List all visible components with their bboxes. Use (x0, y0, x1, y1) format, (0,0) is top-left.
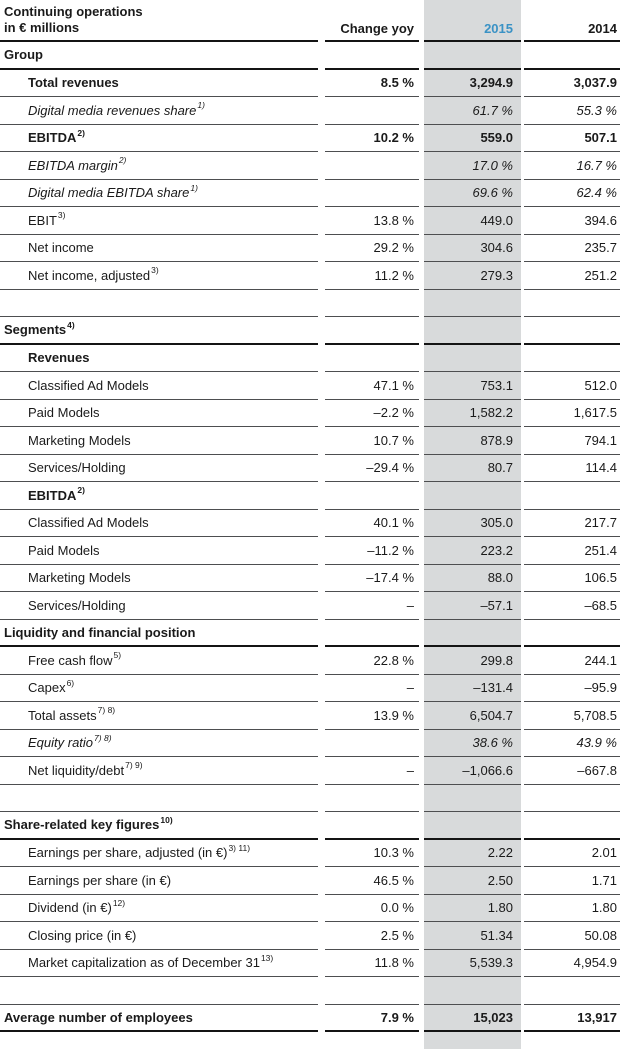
table-body (0, 42, 623, 1032)
footnote-reference: 3) (151, 265, 159, 276)
row-label (0, 345, 318, 373)
value-2015: 61.7 % (424, 97, 521, 125)
row-label-text: Digital media EBITDA share (28, 185, 190, 201)
table-row (0, 207, 623, 235)
value-2015: 559.0 (424, 125, 521, 153)
change-yoy-value (325, 152, 419, 180)
row-label-text: Net liquidity/debt (28, 762, 125, 778)
value-2014: 794.1 (524, 427, 620, 455)
table-row (0, 345, 623, 373)
section-row (0, 620, 623, 648)
footnote-reference: 7) 8) (94, 732, 112, 743)
footnote-reference: 13) (260, 952, 274, 963)
value-2014: 251.2 (524, 262, 620, 290)
table-header-row (0, 0, 623, 42)
table-row (0, 97, 623, 125)
table-row (0, 922, 623, 950)
row-label-text: Paid Models (28, 405, 100, 421)
table-title-line2: in € millions (4, 20, 80, 35)
row-label-text: Equity ratio (28, 735, 94, 751)
value-2015 (424, 345, 521, 373)
value-2015: 3,294.9 (424, 70, 521, 98)
footnote-reference: 12) (112, 897, 126, 908)
value-2015: 299.8 (424, 647, 521, 675)
footnote-reference: 3) 11) (228, 842, 251, 853)
value-2015: 5,539.3 (424, 950, 521, 978)
change-yoy-value: 0.0 % (325, 895, 419, 923)
row-label-text: Dividend (in €) (28, 900, 112, 916)
change-yoy-value: 46.5 % (325, 867, 419, 895)
change-yoy-value: –2.2 % (325, 400, 419, 428)
row-label-text: Net income, adjusted (28, 267, 151, 283)
row-label-text: Classified Ad Models (28, 515, 149, 531)
row-label (0, 867, 318, 895)
change-yoy-value: 13.8 % (325, 207, 419, 235)
row-label (0, 785, 318, 813)
table-row (0, 510, 623, 538)
row-label-text: Digital media revenues share (28, 102, 197, 118)
row-label-text: EBITDA (28, 130, 77, 146)
row-label (0, 372, 318, 400)
row-label-text: Share-related key figures (4, 817, 160, 833)
value-2015: 305.0 (424, 510, 521, 538)
change-yoy-value (325, 730, 419, 758)
value-2015: 223.2 (424, 537, 521, 565)
value-2014: 114.4 (524, 455, 620, 483)
change-yoy-value (325, 180, 419, 208)
change-yoy-value (325, 97, 419, 125)
row-label-text: Classified Ad Models (28, 377, 149, 393)
footnote-reference: 6) (66, 677, 75, 688)
table-row (0, 647, 623, 675)
value-2014: 106.5 (524, 565, 620, 593)
value-2014: 5,708.5 (524, 702, 620, 730)
table-row (0, 730, 623, 758)
change-yoy-value: 47.1 % (325, 372, 419, 400)
value-2014 (524, 290, 620, 318)
table-row (0, 592, 623, 620)
value-2014: 1.80 (524, 895, 620, 923)
change-yoy-value: 13.9 % (325, 702, 419, 730)
value-2014: –68.5 (524, 592, 620, 620)
value-2015: 38.6 % (424, 730, 521, 758)
change-yoy-value: 10.7 % (325, 427, 419, 455)
row-label (0, 427, 318, 455)
value-2014: 62.4 % (524, 180, 620, 208)
value-2015: 69.6 % (424, 180, 521, 208)
value-2014: 13,917 (524, 1005, 620, 1033)
row-label (0, 235, 318, 263)
change-yoy-value: –29.4 % (325, 455, 419, 483)
spacer-row (0, 785, 623, 813)
value-2015 (424, 977, 521, 1005)
row-label-text: EBIT (28, 212, 57, 228)
value-2014: 217.7 (524, 510, 620, 538)
change-yoy-value: –17.4 % (325, 565, 419, 593)
footnote-reference: 5) (113, 650, 122, 661)
row-label (0, 455, 318, 483)
spacer-row (0, 290, 623, 318)
value-2014: 16.7 % (524, 152, 620, 180)
change-yoy-value: 11.2 % (325, 262, 419, 290)
value-2014: 235.7 (524, 235, 620, 263)
value-2015 (424, 482, 521, 510)
row-label (0, 482, 318, 510)
table-row (0, 702, 623, 730)
value-2015: 753.1 (424, 372, 521, 400)
change-yoy-value: – (325, 757, 419, 785)
change-yoy-value: –11.2 % (325, 537, 419, 565)
row-label (0, 730, 318, 758)
footnote-reference: 7) 8) (97, 705, 116, 716)
table-row (0, 895, 623, 923)
row-label (0, 510, 318, 538)
value-2014: –95.9 (524, 675, 620, 703)
value-2015 (424, 290, 521, 318)
row-label (0, 757, 318, 785)
footnote-reference: 2) (77, 127, 85, 138)
footnote-reference: 1) (197, 100, 205, 111)
change-yoy-value: 11.8 % (325, 950, 419, 978)
row-label-text: Group (4, 47, 43, 63)
change-yoy-value: – (325, 675, 419, 703)
value-2015: 449.0 (424, 207, 521, 235)
row-label (0, 675, 318, 703)
row-label-text: EBITDA (28, 487, 77, 503)
row-label-text: Revenues (28, 350, 90, 366)
row-label-text: EBITDA margin (28, 157, 118, 173)
row-label-text: Paid Models (28, 542, 100, 558)
change-yoy-value: 22.8 % (325, 647, 419, 675)
column-header-change-yoy: Change yoy (325, 0, 419, 42)
value-2014: –667.8 (524, 757, 620, 785)
change-yoy-value (325, 977, 419, 1005)
change-yoy-value (325, 785, 419, 813)
row-label (0, 977, 318, 1005)
change-yoy-value (325, 345, 419, 373)
value-2014: 507.1 (524, 125, 620, 153)
table-title-line1: Continuing operations (4, 4, 143, 19)
value-2014: 394.6 (524, 207, 620, 235)
row-label-text: Net income (28, 240, 94, 256)
value-2015: 1.80 (424, 895, 521, 923)
table-row (0, 262, 623, 290)
table-row (0, 675, 623, 703)
value-2014: 3,037.9 (524, 70, 620, 98)
value-2015 (424, 42, 521, 70)
value-2014 (524, 482, 620, 510)
value-2014: 512.0 (524, 372, 620, 400)
change-yoy-value: 10.2 % (325, 125, 419, 153)
row-label-text: Market capitalization as of December 31 (28, 955, 260, 971)
change-yoy-value (325, 620, 419, 648)
footnote-reference: 7) 9) (125, 760, 143, 771)
row-label (0, 537, 318, 565)
value-2015: 1,582.2 (424, 400, 521, 428)
table-row (0, 482, 623, 510)
value-2014: 2.01 (524, 840, 620, 868)
row-label (0, 702, 318, 730)
row-label (0, 180, 318, 208)
row-label (0, 950, 318, 978)
value-2015: 88.0 (424, 565, 521, 593)
value-2014: 251.4 (524, 537, 620, 565)
row-label (0, 70, 318, 98)
change-yoy-value: – (325, 592, 419, 620)
value-2014: 50.08 (524, 922, 620, 950)
change-yoy-value (325, 812, 419, 840)
value-2014: 43.9 % (524, 730, 620, 758)
value-2014: 244.1 (524, 647, 620, 675)
row-label-text: Total assets (28, 707, 97, 723)
row-label-text: Earnings per share, adjusted (in €) (28, 845, 228, 861)
value-2015: 80.7 (424, 455, 521, 483)
value-2014 (524, 620, 620, 648)
value-2015: 2.22 (424, 840, 521, 868)
row-label (0, 262, 318, 290)
value-2014 (524, 977, 620, 1005)
change-yoy-value (325, 290, 419, 318)
row-label-text: Segments (4, 322, 67, 338)
value-2015: 17.0 % (424, 152, 521, 180)
footnote-reference: 2) (118, 155, 127, 166)
value-2014 (524, 317, 620, 345)
value-2015 (424, 317, 521, 345)
table-row (0, 455, 623, 483)
row-label (0, 290, 318, 318)
row-label (0, 620, 318, 648)
table-row (0, 125, 623, 153)
footnote-reference: 1) (190, 182, 198, 193)
section-row (0, 42, 623, 70)
change-yoy-value (325, 42, 419, 70)
table-row (0, 537, 623, 565)
section-row (0, 317, 623, 345)
value-2014 (524, 785, 620, 813)
change-yoy-value: 40.1 % (325, 510, 419, 538)
value-2014 (524, 42, 620, 70)
row-label-text: Total revenues (28, 75, 119, 91)
value-2014: 55.3 % (524, 97, 620, 125)
row-label-text: Free cash flow (28, 652, 113, 668)
row-label-text: Services/Holding (28, 597, 126, 613)
value-2015: 304.6 (424, 235, 521, 263)
row-label (0, 812, 318, 840)
change-yoy-value (325, 482, 419, 510)
spacer-row (0, 977, 623, 1005)
row-label (0, 152, 318, 180)
row-label (0, 1005, 318, 1033)
table-row (0, 70, 623, 98)
table-row (0, 565, 623, 593)
table-row (0, 427, 623, 455)
table-row (0, 235, 623, 263)
change-yoy-value: 7.9 % (325, 1005, 419, 1033)
value-2015 (424, 812, 521, 840)
row-label (0, 97, 318, 125)
value-2014: 1,617.5 (524, 400, 620, 428)
row-label-text: Capex (28, 680, 66, 696)
table-row (0, 840, 623, 868)
table-row (0, 152, 623, 180)
row-label (0, 647, 318, 675)
section-row (0, 812, 623, 840)
total-row (0, 1005, 623, 1033)
row-label (0, 400, 318, 428)
value-2015 (424, 620, 521, 648)
row-label (0, 895, 318, 923)
footnote-reference: 3) (57, 210, 66, 221)
row-label (0, 207, 318, 235)
row-label (0, 840, 318, 868)
change-yoy-value: 10.3 % (325, 840, 419, 868)
value-2015: –131.4 (424, 675, 521, 703)
row-label-text: Earnings per share (in €) (28, 872, 172, 888)
value-2015: 51.34 (424, 922, 521, 950)
table-row (0, 950, 623, 978)
change-yoy-value: 2.5 % (325, 922, 419, 950)
column-header-2014: 2014 (524, 0, 620, 42)
row-label-text: Marketing Models (28, 432, 131, 448)
footnote-reference: 4) (67, 319, 75, 330)
value-2015 (424, 785, 521, 813)
table-row (0, 400, 623, 428)
value-2015: –57.1 (424, 592, 521, 620)
row-label-text: Services/Holding (28, 460, 126, 476)
table-row (0, 180, 623, 208)
row-label-text: Average number of employees (4, 1009, 193, 1025)
change-yoy-value: 8.5 % (325, 70, 419, 98)
change-yoy-value (325, 317, 419, 345)
value-2014 (524, 345, 620, 373)
row-label-text: Liquidity and financial position (4, 624, 196, 640)
table-row (0, 757, 623, 785)
value-2014 (524, 812, 620, 840)
value-2014: 4,954.9 (524, 950, 620, 978)
column-header-2015: 2015 (424, 0, 521, 42)
value-2015: –1,066.6 (424, 757, 521, 785)
row-label (0, 565, 318, 593)
value-2015: 15,023 (424, 1005, 521, 1033)
value-2015: 279.3 (424, 262, 521, 290)
row-label-text: Marketing Models (28, 570, 131, 586)
value-2015: 6,504.7 (424, 702, 521, 730)
row-label-text: Closing price (in €) (28, 927, 137, 943)
table-row (0, 867, 623, 895)
value-2014: 1.71 (524, 867, 620, 895)
row-label (0, 125, 318, 153)
row-label (0, 592, 318, 620)
footnote-reference: 2) (77, 485, 85, 496)
value-2015: 878.9 (424, 427, 521, 455)
row-label (0, 42, 318, 70)
value-2015: 2.50 (424, 867, 521, 895)
footnote-reference: 10) (160, 814, 173, 825)
row-label (0, 317, 318, 345)
row-label (0, 922, 318, 950)
table-row (0, 372, 623, 400)
change-yoy-value: 29.2 % (325, 235, 419, 263)
